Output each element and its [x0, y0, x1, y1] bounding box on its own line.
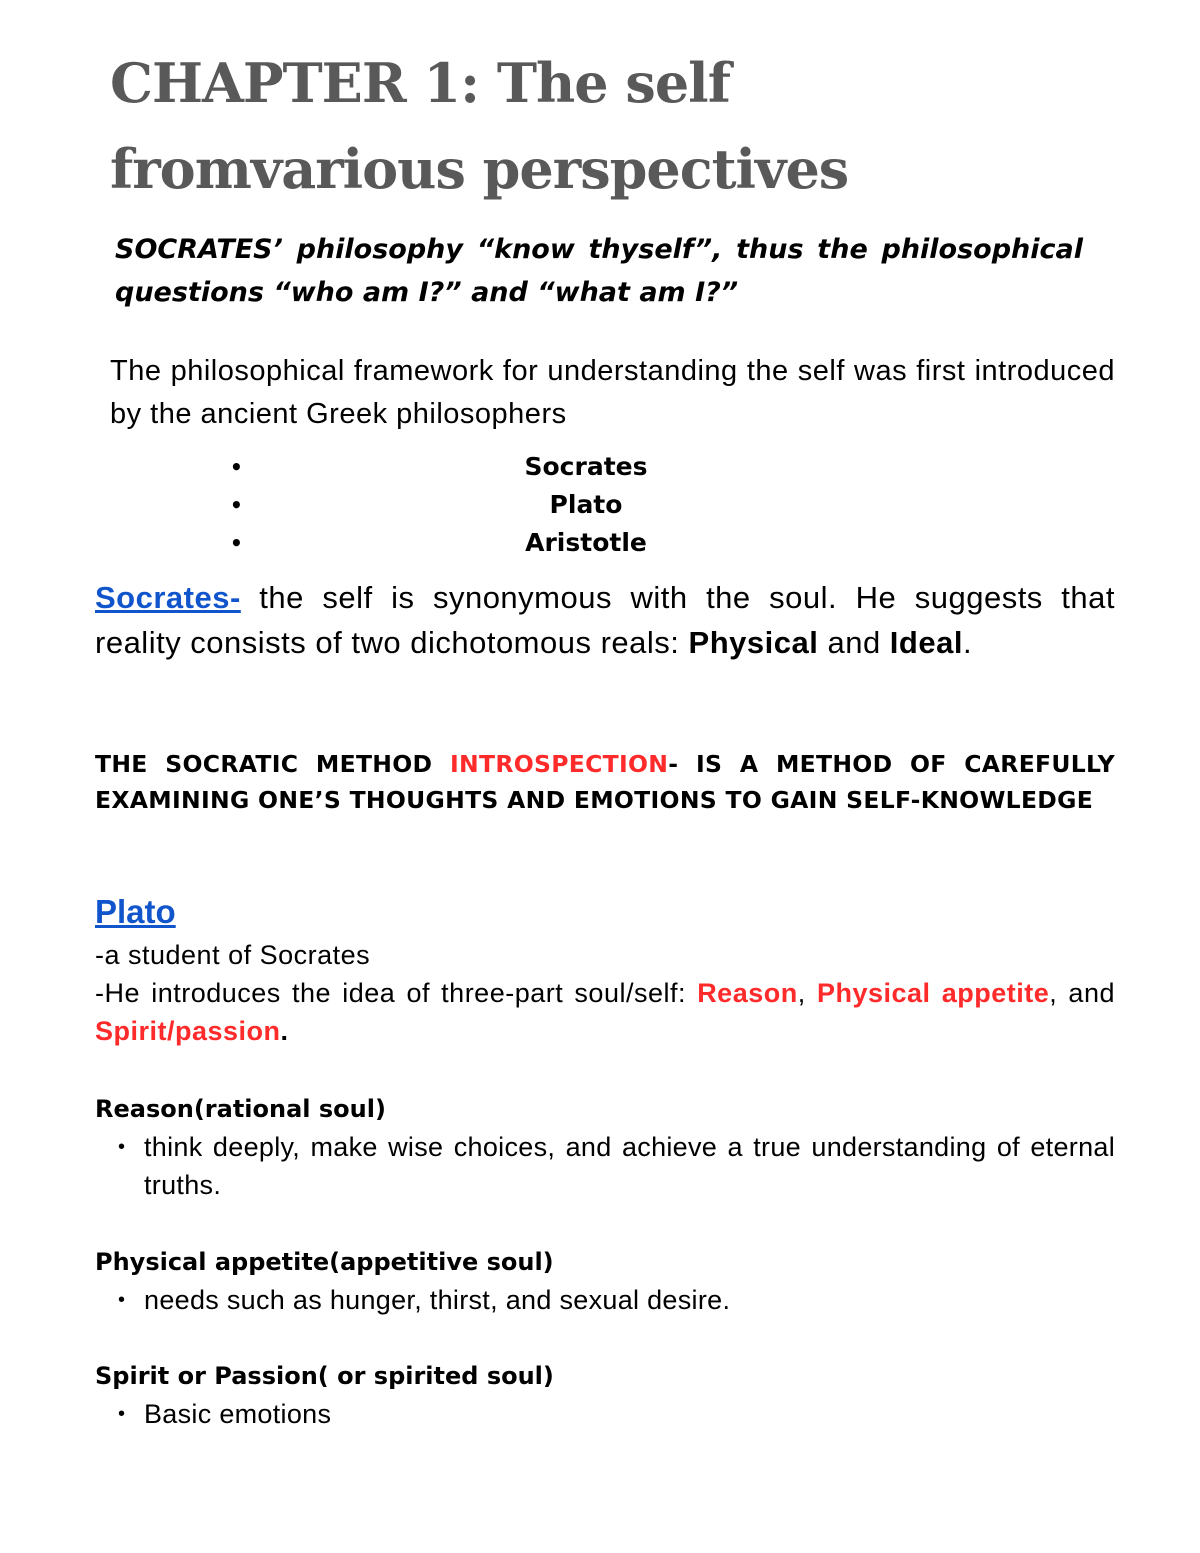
bullet-icon: •: [230, 493, 243, 517]
introspection-term: INTROSPECTION: [449, 750, 669, 778]
physical-appetite-bullet-text: needs such as hunger, thirst, and sexual desire.: [144, 1285, 731, 1315]
list-item-socrates: [230, 448, 942, 486]
socratic-method-paragraph: [95, 746, 1115, 818]
reason-bullet: [118, 1128, 1115, 1204]
period-text: .: [962, 625, 973, 660]
spirit-passion-bullet-text: Basic emotions: [144, 1399, 332, 1429]
plato-line-2: [95, 974, 1115, 1050]
bullet-icon: •: [118, 1136, 126, 1158]
chapter-title-line-2: fromvarious perspectives: [110, 137, 849, 201]
list-item-label: Plato: [549, 490, 623, 519]
period-text: .: [280, 1016, 289, 1046]
physical-appetite-bullet: [118, 1281, 1115, 1319]
plato-description: [95, 936, 1115, 1050]
physical-term: Physical: [688, 625, 819, 660]
spirit-passion-term: Spirit/passion: [95, 1016, 281, 1046]
plato-line-2-prefix: -He introduces the idea of three-part soul/self:: [95, 978, 698, 1008]
socrates-heading: Socrates-: [95, 580, 241, 615]
chapter-title-line-1: CHAPTER 1: The self: [110, 51, 730, 115]
and-text: , and: [1049, 978, 1115, 1008]
chapter-title: [110, 40, 1010, 212]
ideal-term: Ideal: [889, 625, 963, 660]
plato-line-1: -a student of Socrates: [95, 940, 371, 970]
intro-paragraph: The philosophical framework for understanding the self was first introduced by the ancient Greek philosophers: [110, 355, 1115, 430]
plato-heading-line: [95, 888, 1115, 936]
comma-text: ,: [797, 978, 817, 1008]
reason-term: Reason: [697, 978, 798, 1008]
bullet-icon: •: [118, 1403, 126, 1425]
spirit-passion-heading: Spirit or Passion( or spirited soul): [95, 1362, 554, 1390]
list-item-plato: [230, 486, 942, 524]
reason-bullet-text: think deeply, make wise choices, and achieve a true understanding of eternal truths.: [144, 1132, 1115, 1200]
bullet-icon: •: [230, 531, 243, 555]
socratic-method-rest: - IS A METHOD OF CAREFULLY EXAMINING ONE’S THOUGHTS AND EMOTIONS TO GAIN SELF-KNOWLEDGE: [95, 750, 1115, 814]
spirit-passion-bullet: [118, 1395, 1115, 1433]
list-item-aristotle: [230, 524, 942, 562]
plato-heading: Plato: [95, 893, 176, 930]
list-item-label: Socrates: [524, 452, 648, 481]
intro-quote: SOCRATES’ philosophy “know thyself”, thus the philosophical questions “who am I?” and “what am I?”: [115, 234, 1083, 308]
physical-appetite-term: Physical appetite: [816, 978, 1050, 1008]
bullet-icon: •: [118, 1289, 126, 1311]
philosophers-list: [230, 448, 942, 562]
and-text: and: [818, 625, 890, 660]
bullet-icon: •: [230, 455, 243, 479]
reason-heading: Reason(rational soul): [95, 1095, 386, 1123]
socratic-method-prefix: THE SOCRATIC METHOD: [95, 750, 450, 778]
physical-appetite-heading: Physical appetite(appetitive soul): [95, 1248, 554, 1276]
socrates-text: the self is synonymous with the soul. He suggests that reality consists of two dichotomous reals:: [95, 580, 1115, 660]
list-item-label: Aristotle: [525, 528, 647, 557]
socrates-paragraph: [95, 575, 1115, 665]
